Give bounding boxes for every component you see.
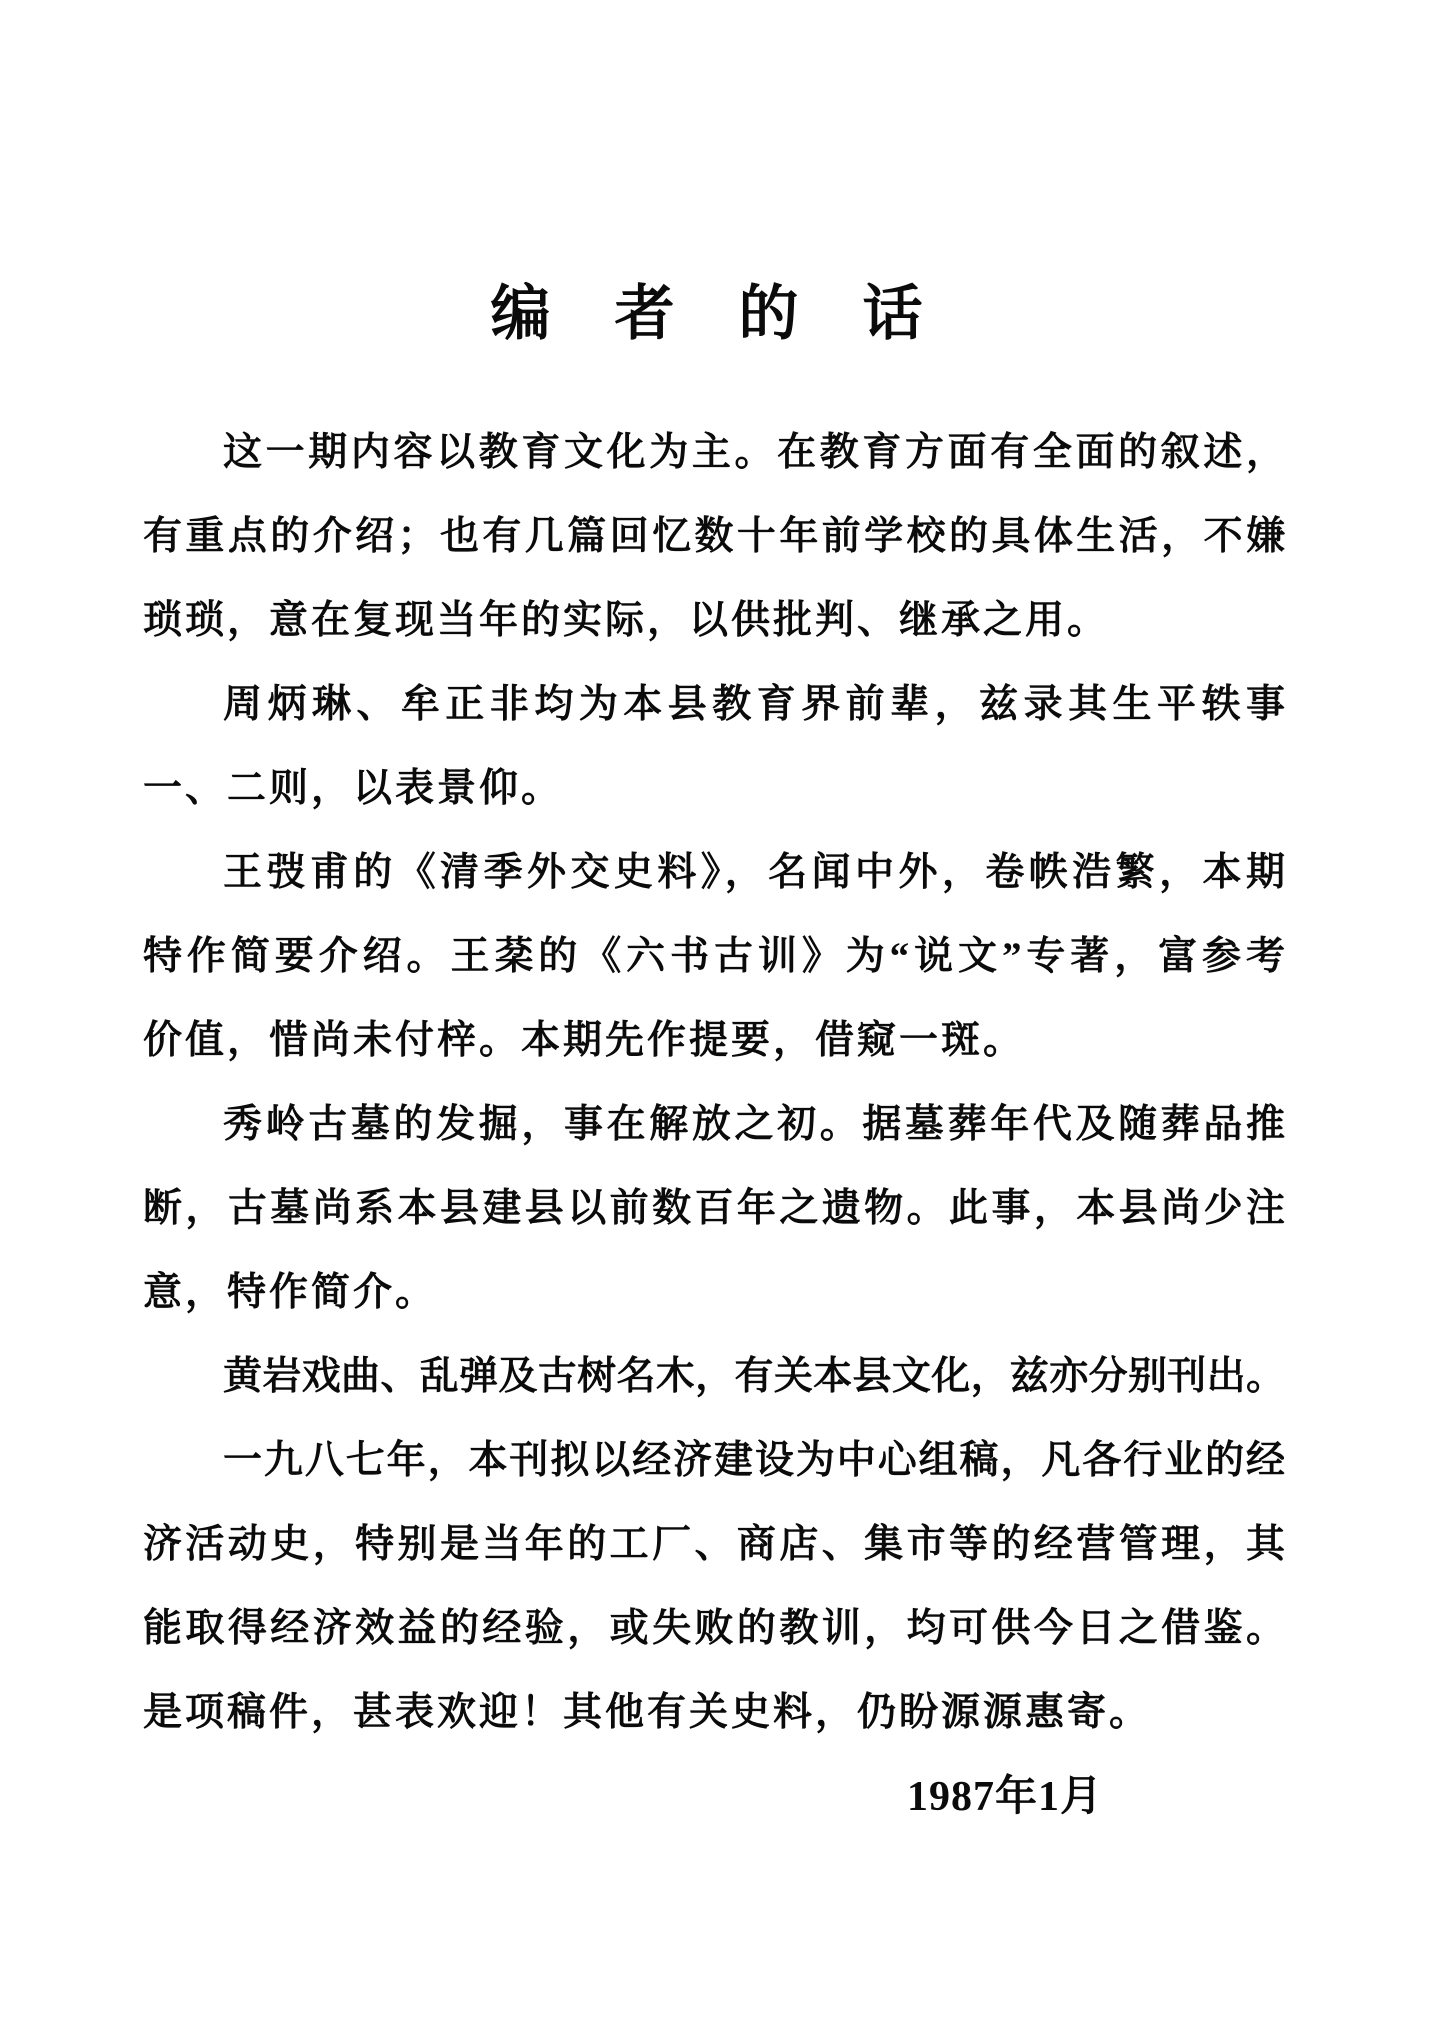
body-line: 琐琐，意在复现当年的实际，以供批判、继承之用。	[143, 599, 1110, 642]
date-line: 1987年1月	[906, 1774, 1103, 1820]
body-line: 济活动史，特别是当年的工厂、商店、集市等的经营管理，其	[143, 1523, 1285, 1566]
body-line: 有重点的介绍；也有几篇回忆数十年前学校的具体生活，不嫌	[143, 515, 1285, 558]
body-line: 这一期内容以教育文化为主。在教育方面有全面的叙述，	[223, 431, 1285, 474]
body-line: 一九八七年，本刊拟以经济建设为中心组稿，凡各行业的经	[223, 1439, 1285, 1482]
page-title: 编 者 的 话	[490, 281, 925, 347]
body-line: 意，特作简介。	[143, 1271, 438, 1314]
body-line: 一、二则，以表景仰。	[143, 767, 564, 810]
body-line: 断，古墓尚系本县建县以前数百年之遗物。此事，本县尚少注	[143, 1187, 1285, 1230]
body-line: 黄岩戏曲、乱弹及古树名木，有关本县文化，兹亦分别刊出。	[223, 1355, 1285, 1398]
body-line: 能取得经济效益的经验，或失败的教训，均可供今日之借鉴。	[143, 1607, 1285, 1650]
body-line: 周炳琳、牟正非均为本县教育界前辈，兹录其生平轶事	[223, 683, 1285, 726]
body-line: 特作简要介绍。王棻的《六书古训》为“说文”专著，富参考	[143, 935, 1285, 978]
page-body	[0, 411, 1285, 1839]
body-line: 是项稿件，甚表欢迎！其他有关史料，仍盼源源惠寄。	[143, 1691, 1152, 1734]
body-line: 价值，惜尚未付梓。本期先作提要，借窥一斑。	[143, 1019, 1026, 1062]
body-line: 王弢甫的《清季外交史料》，名闻中外，卷帙浩繁，本期	[223, 851, 1285, 894]
body-line: 秀岭古墓的发掘，事在解放之初。据墓葬年代及随葬品推	[223, 1103, 1285, 1146]
